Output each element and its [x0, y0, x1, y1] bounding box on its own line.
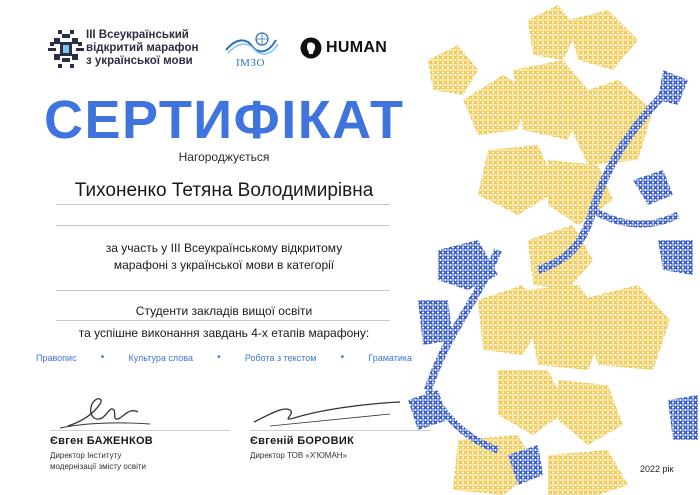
topic-item: Правопис [36, 352, 77, 363]
embroidery-ornament [408, 0, 700, 495]
topics-list [36, 352, 412, 363]
marathon-logo [44, 28, 224, 74]
imzo-logo [222, 30, 280, 74]
handwritten-signature [250, 392, 410, 432]
participation-line: за участь у III Всеукраїнському відкритому [105, 241, 343, 255]
human-head-icon [300, 37, 322, 59]
human-label: HUMAN [326, 39, 388, 56]
marathon-line: III Всеукраїнський [86, 29, 189, 41]
participation-line: марафоні з української мови в категорії [113, 258, 335, 272]
bullet-dot-icon: • [100, 352, 105, 363]
imzo-label: ІМЗО [236, 57, 265, 69]
signatory-role-line: модернізації змісту освіти [50, 462, 146, 471]
bullet-dot-icon: • [217, 352, 221, 363]
signatory-name: Євген БАЖЕНКОВ [50, 435, 154, 447]
recipient-name: Тихоненко Тетяна Володимирівна [74, 180, 374, 201]
signatory-role [250, 450, 347, 461]
certificate-title: СЕРТИФІКАТ [44, 90, 405, 150]
topic-item: Граматика [368, 352, 412, 363]
divider [56, 204, 390, 205]
awarded-subtitle: Нагороджується [178, 150, 270, 164]
imzo-wave-icon [222, 30, 280, 58]
marathon-line: відкритий марафон [86, 42, 199, 54]
tasks-text: та успішне виконання завдань 4-х етапів марафону: [78, 326, 370, 340]
bullet-dot-icon: • [340, 352, 345, 363]
year-label: 2022 рік [640, 464, 674, 474]
marathon-line: з української мови [86, 55, 193, 67]
signature-line [250, 430, 430, 431]
signatory-role [50, 450, 146, 472]
topic-item: Культура слова [128, 352, 193, 363]
topic-item: Робота з текстом [244, 352, 317, 363]
signatory-role-line: Директор Інституту [50, 451, 122, 460]
handwritten-signature [50, 392, 170, 432]
signatory-name: Євгеній БОРОВИК [250, 435, 355, 447]
signatory-role-line: Директор ТОВ «Х'ЮМАН» [250, 451, 347, 460]
marathon-logo-text [86, 29, 198, 68]
divider [56, 225, 390, 226]
participation-text [44, 240, 404, 274]
divider [56, 290, 390, 291]
signature-line [50, 430, 230, 431]
yellow-flower-top [428, 5, 653, 225]
ornament-star-icon [44, 28, 88, 72]
divider [56, 320, 390, 321]
category-text: Студенти закладів вищої освіти [135, 304, 313, 318]
